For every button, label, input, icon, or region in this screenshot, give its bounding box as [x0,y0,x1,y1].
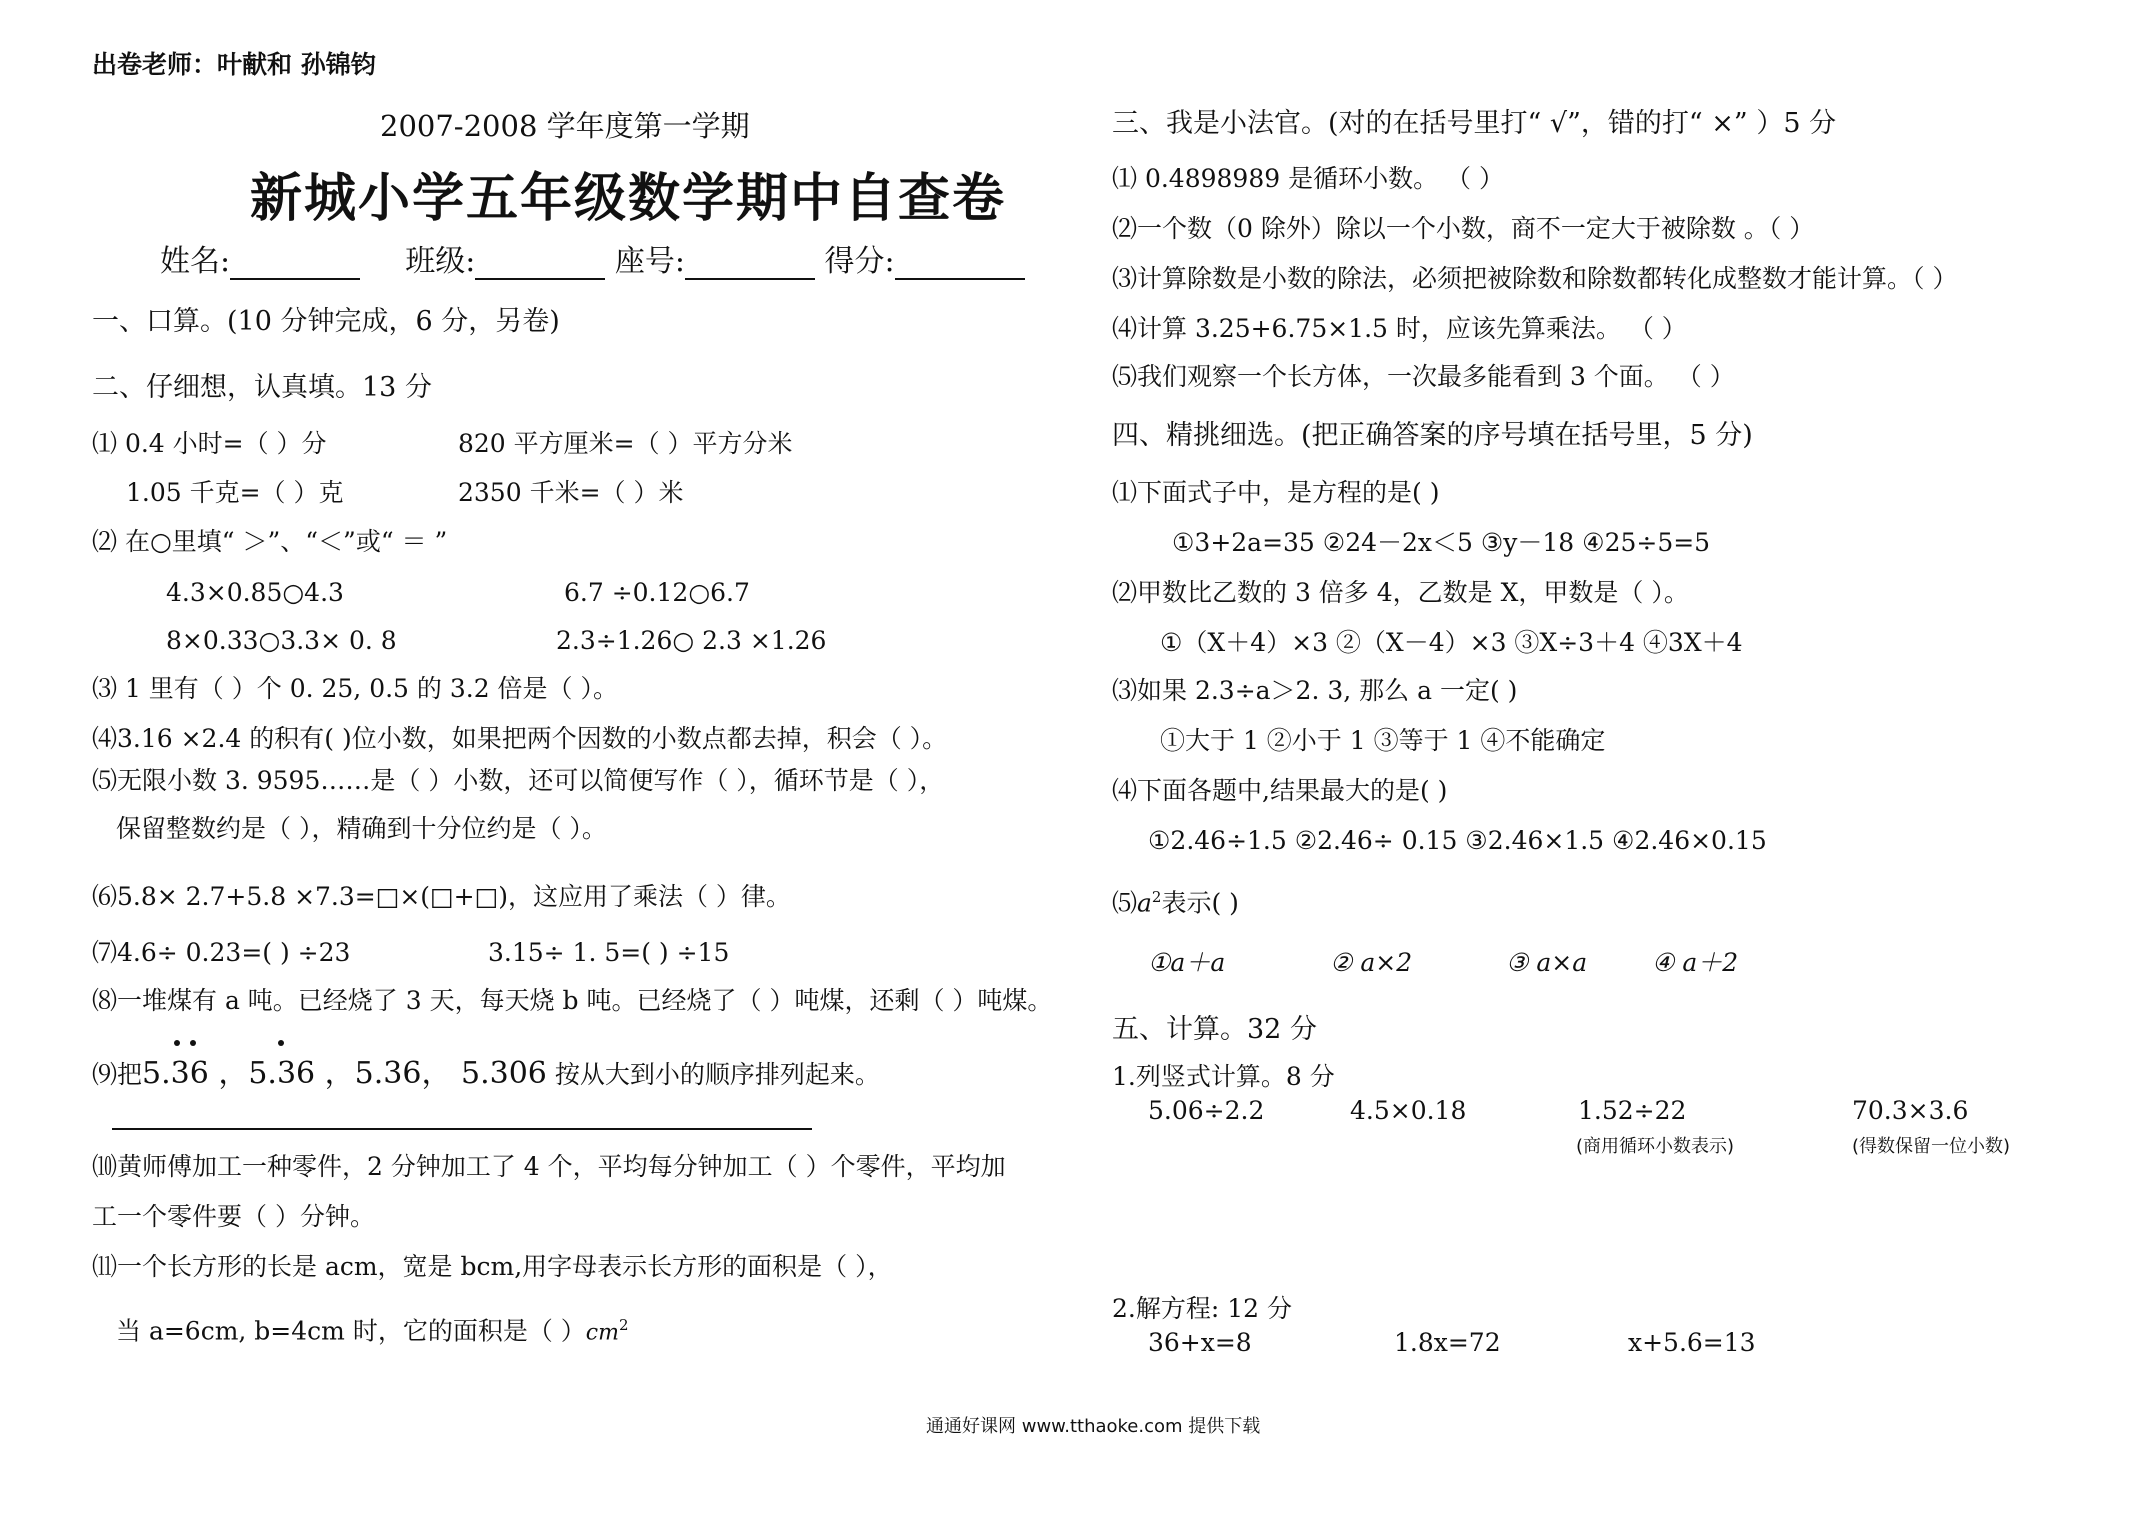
choice-4-options: ①2.46÷1.5 ②2.46÷ 0.15 ③2.46×1.5 ④2.46×0.15 [1148,826,1767,855]
vertical-calc-c: 1.52÷22 [1578,1096,1687,1125]
choice-5-prefix: ⑸ [1112,888,1138,918]
repeating-dot [190,1040,196,1046]
question-11b-text: 当 a=6cm, b=4cm 时，它的面积是（ ） [116,1316,586,1346]
choice-2: ⑵甲数比乙数的 3 倍多 4，乙数是 X，甲数是（ ）。 [1112,578,1689,607]
choice-1: ⑴下面式子中，是方程的是( ) [1112,478,1440,507]
question-6: ⑹5.8× 2.7+5.8 ×7.3=□×(□+□)，这应用了乘法（ ）律。 [92,882,791,911]
judge-5: ⑸我们观察一个长方体，一次最多能看到 3 个面。 （ ） [1112,362,1735,391]
equation-heading: 2.解方程: 12 分 [1112,1294,1292,1323]
seat-blank[interactable] [685,248,815,280]
question-10a: ⑽黄师傅加工一种零件，2 分钟加工了 4 个，平均每分钟加工（ ）个零件，平均加 [92,1152,1006,1181]
choice-5-option-1: ①a＋a [1148,948,1226,977]
section-1-heading: 一、口算。(10 分钟完成，6 分，另卷) [92,306,560,337]
choice-5-option-2: ② a×2 [1330,948,1413,977]
section-5-heading: 五、计算。32 分 [1112,1014,1317,1045]
question-1d: 2350 千米=（ ）米 [458,478,684,507]
choice-5-variable: a [1137,888,1152,918]
question-10b: 工一个零件要（ ）分钟。 [92,1202,375,1231]
equation-a: 36+x=8 [1148,1328,1252,1357]
choice-3: ⑶如果 2.3÷a＞2. 3, 那么 a 一定( ) [1112,676,1518,705]
choice-5-option-4: ④ a＋2 [1652,948,1739,977]
score-label: 得分: [824,244,895,279]
vertical-calc-a: 5.06÷2.2 [1148,1096,1265,1125]
seat-label: 座号: [614,244,685,279]
vertical-calc-b: 4.5×0.18 [1350,1096,1467,1125]
section-2-heading: 二、仔细想，认真填。13 分 [92,372,432,403]
exam-title: 新城小学五年级数学期中自查卷 [250,168,1007,229]
vertical-calc-c-note: (商用循环小数表示) [1576,1136,1735,1157]
section-4-heading: 四、精挑细选。(把正确答案的序号填在括号里，5 分) [1112,420,1753,451]
question-9-suffix: 按从大到小的顺序排列起来。 [546,1060,880,1089]
question-5a: ⑸无限小数 3. 9595……是（ ）小数，还可以简便写作（ ），循环节是（ ）， [92,766,945,795]
name-label: 姓名: [160,244,231,279]
school-term: 2007-2008 学年度第一学期 [380,109,750,143]
question-9-numbers: 5.36 ，5.36 ，5.36， 5.306 [142,1056,547,1091]
vertical-calc-d: 70.3×3.6 [1852,1096,1969,1125]
class-label: 班级: [405,244,476,279]
question-7a: ⑺4.6÷ 0.23=( ) ÷23 [92,938,351,967]
question-7b: 3.15÷ 1. 5=( ) ÷15 [488,938,730,967]
question-2a: 4.3×0.85○4.3 [166,578,344,607]
vertical-calc-heading: 1.列竖式计算。8 分 [1112,1062,1335,1091]
equation-c: x+5.6=13 [1628,1328,1756,1357]
judge-1: ⑴ 0.4898989 是循环小数。 （ ） [1112,164,1504,193]
vertical-calc-d-note: (得数保留一位小数) [1852,1136,2011,1157]
footer-source: 通通好课网 www.tthaoke.com 提供下载 [926,1416,1261,1437]
question-2c: 8×0.33○3.3× 0. 8 [166,626,397,655]
question-1a: ⑴ 0.4 小时=（ ）分 [92,429,327,458]
name-blank[interactable] [230,248,360,280]
teacher-names: 出卷老师：叶献和 孙锦钧 [92,50,376,79]
equation-b: 1.8x=72 [1394,1328,1501,1357]
choice-5-exponent: 2 [1151,888,1162,906]
choice-2-options: ①（X＋4）×3 ②（X－4）×3 ③X÷3＋4 ④3X＋4 [1160,628,1743,657]
choice-1-options: ①3+2a=35 ②24－2x＜5 ③y－18 ④25÷5=5 [1172,528,1711,557]
question-2d: 2.3÷1.26○ 2.3 ×1.26 [556,626,827,655]
section-3-heading: 三、我是小法官。(对的在括号里打“ √”，错的打“ ×” ）5 分 [1112,108,1837,139]
area-unit-exponent: 2 [618,1316,629,1334]
question-9-prefix: ⑼把 [92,1060,143,1089]
area-unit: cm [585,1320,619,1346]
question-1b: 820 平方厘米=（ ）平方分米 [458,429,793,458]
choice-4: ⑷下面各题中,结果最大的是( ) [1112,776,1448,805]
repeating-dot [278,1040,284,1046]
answer-line[interactable] [112,1128,812,1130]
judge-2: ⑵一个数（0 除外）除以一个小数，商不一定大于被除数 。（ ） [1112,214,1815,243]
question-8: ⑻一堆煤有 a 吨。已经烧了 3 天，每天烧 b 吨。已经烧了（ ）吨煤，还剩（ ）吨煤。 [92,986,1053,1015]
question-11b [116,1308,629,1350]
question-4: ⑷3.16 ×2.4 的积有( )位小数，如果把两个因数的小数点都去掉，积会（ ）。 [92,724,948,753]
score-blank[interactable] [895,248,1025,280]
choice-5-option-3: ③ a×a [1506,948,1588,977]
question-2b: 6.7 ÷0.12○6.7 [564,578,750,607]
student-info-line [160,236,1025,280]
question-11a: ⑾一个长方形的长是 acm，宽是 bcm,用字母表示长方形的面积是（ ）， [92,1252,893,1281]
judge-4: ⑷计算 3.25+6.75×1.5 时，应该先算乘法。 （ ） [1112,314,1687,343]
question-9 [92,1048,880,1092]
choice-5 [1112,880,1239,920]
choice-5-suffix: 表示( ) [1161,888,1239,918]
class-blank[interactable] [475,248,605,280]
question-3: ⑶ 1 里有（ ）个 0. 25, 0.5 的 3.2 倍是（ ）。 [92,674,619,703]
choice-3-options: ①大于 1 ②小于 1 ③等于 1 ④不能确定 [1160,726,1606,755]
question-2: ⑵ 在○里填“ ＞”、“＜”或“ ＝ ” [92,527,448,556]
question-5b: 保留整数约是（ ），精确到十分位约是（ ）。 [116,814,607,843]
repeating-dot [174,1040,180,1046]
question-1c: 1.05 千克=（ ）克 [126,478,344,507]
judge-3: ⑶计算除数是小数的除法，必须把被除数和除数都转化成整数才能计算。（ ） [1112,264,1958,293]
